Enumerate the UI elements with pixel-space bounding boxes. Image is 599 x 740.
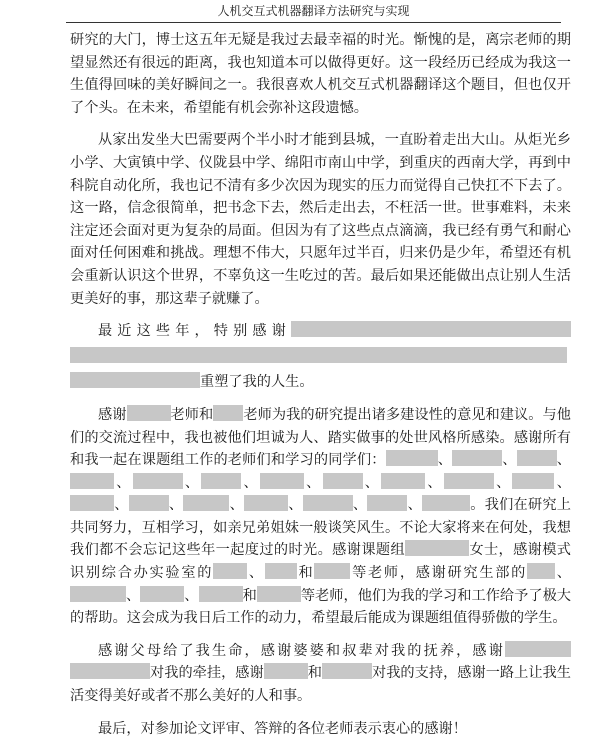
paragraph-5-text-b: 对我的牵挂，感谢 [150, 665, 264, 682]
redaction-block [70, 495, 114, 511]
redaction-block [512, 473, 554, 489]
paragraph-4-text-l: 和 [242, 587, 257, 604]
paragraph-4-text-c: 老师为我的研究提出诸多建设性的意见和建议。与他们的交流过程中，我也被他们坦诚为人、踏实做事的处世风格所感染。感谢所有和我一起在课题组工作的老师们和学习的同学们： [70, 406, 571, 469]
redaction-block [70, 372, 200, 388]
redaction-block [367, 495, 407, 511]
paragraph-4: 感谢 老师和 老师为我的研究提出诸多建设性的意见和建议。与他们的交流过程中，我也被他们坦诚为人、踏实做事的处世风格所感染。感谢所有和我一起在课题组工作的老师们和学习的同学们： 、 、 、、 、 、 、 、 、 、 、、 、 、 、 、 、 。我们在研究上共同努力，互相学习，如亲兄弟姐妹一般谈笑风生。不论大家将来在何处，我想我们都不会忘记这些年一起度过的时光。感谢课题组 女士，感谢模式识别综合办实验室的 、 和 等老师，感谢研究生部的 、、 、 和 等老师，他们为我的学习和工作给予了极大的帮助。这会成为我日后工作的动力，希望最后能成为课题组值得骄傲的学生。 [70, 406, 571, 627]
paragraph-5 [70, 640, 571, 708]
paragraph-5-text-d: 对我的支持，感谢一路上让我生活变得美好或者不那么美好的人和事。 [70, 665, 571, 705]
redaction-block [70, 347, 567, 363]
redaction-block [70, 586, 126, 602]
redaction-block [452, 450, 502, 466]
redaction-block [201, 473, 241, 489]
paragraph-4-text-a: 感谢 [98, 406, 127, 423]
redaction-block [140, 586, 184, 602]
paragraph-1: 研究的大门，博士这五年无疑是我过去最幸福的时光。惭愧的是，离宗老师的期望显然还有很远的距离，我也知道本可以做得更好。这一段经历已经成为我这一生值得回味的美好瞬间之一。我很喜欢人机交互式机器翻译这个题目，但也仅开了个头。在未来，希望能有机会弥补这段遗憾。 [70, 32, 571, 116]
redaction-block [444, 473, 494, 489]
redaction-block [257, 586, 301, 602]
paragraph-4-text-i: 、 [555, 565, 571, 582]
paragraph-4-text-j: 、 [126, 587, 141, 604]
redaction-block [244, 495, 288, 511]
redaction-block [70, 663, 150, 679]
redaction-block [381, 473, 425, 489]
redaction-block [386, 450, 438, 466]
paragraph-4-text-g: 和 [296, 565, 315, 582]
redaction-block [303, 495, 353, 511]
redaction-block [422, 495, 470, 511]
redaction-block [314, 563, 350, 579]
redaction-block [291, 321, 571, 337]
redaction-block [323, 473, 363, 489]
redaction-block [199, 586, 243, 602]
acknowledgements-body [70, 29, 571, 740]
paragraph-3-text-a: 最近这些年，特别感谢 [98, 323, 291, 340]
paragraph-5-text-a: 感谢父母给了我生命，感谢婆婆和叔辈对我的抚养，感谢 [98, 642, 505, 659]
redaction-block [505, 641, 571, 657]
redaction-block [183, 495, 229, 511]
paragraph-4-text-h: 等老师，感谢研究生部的 [350, 565, 528, 582]
redaction-block [405, 540, 469, 556]
paragraph-3 [70, 320, 571, 394]
redaction-block [70, 473, 114, 489]
redaction-block [213, 405, 243, 421]
redaction-block [129, 495, 169, 511]
redaction-block [213, 563, 247, 579]
paragraph-4-text-m: 等老师，他们为我的学习和工作给予了极大的帮助。这会成为我日后工作的动力，希望最后能成为课题组值得骄傲的学生。 [70, 587, 571, 627]
redaction-block [322, 663, 372, 679]
redaction-block [133, 473, 183, 489]
paragraph-2: 从家出发坐大巴需要两个半小时才能到县城，一直盼着走出大山。从炬光乡小学、大寅镇中学、仪陇县中学、绵阳市南山中学，到重庆的西南大学，再到中科院自动化所，我也记不清有多少次因为现实的压力而觉得自己快扛不下去了。这一路，信念很简单，把书念下去，然后走出去，不枉活一世。世事难料，未来注定还会面对更为复杂的局面。但因为有了这些点点滴滴，我已经有勇气和耐心面对任何困难和挑战。理想不伟大，只愿年过半百，归来仍是少年，希望还有机会重新认识这个世界，不辜负这一生吃过的苦。最后如果还能做出点让别人生活更美好的事，那这辈子就赚了。 [70, 132, 571, 307]
running-header: 人机交互式机器翻译方法研究与实现 [66, 0, 561, 23]
paragraph-6: 最后，对参加论文评审、答辩的各位老师表示衷心的感谢！ [98, 720, 467, 737]
redaction-block [527, 563, 555, 579]
redaction-block [517, 450, 557, 466]
paragraph-4-text-d: 。我们在研究上共同努力，互相学习，如亲兄弟姐妹一般谈笑风生。不论大家将来在何处，我想我们都不会忘记这些年一起度过的时光。感谢课题组 [70, 497, 571, 559]
paragraph-5-text-c: 和 [307, 665, 322, 682]
redaction-block [264, 663, 308, 679]
paragraph-4-text-b: 老师和 [170, 406, 214, 423]
redaction-block [260, 473, 304, 489]
redaction-block [265, 563, 297, 579]
paragraph-3-text-b: 重塑了我的人生。 [200, 374, 314, 391]
redaction-block [127, 405, 171, 421]
paragraph-4-text-f: 、 [247, 565, 265, 582]
paragraph-4-text-k: 、 [184, 587, 199, 604]
paragraph-4-text-e: 女士，感谢模式识别综合办实验室的 [70, 542, 571, 582]
